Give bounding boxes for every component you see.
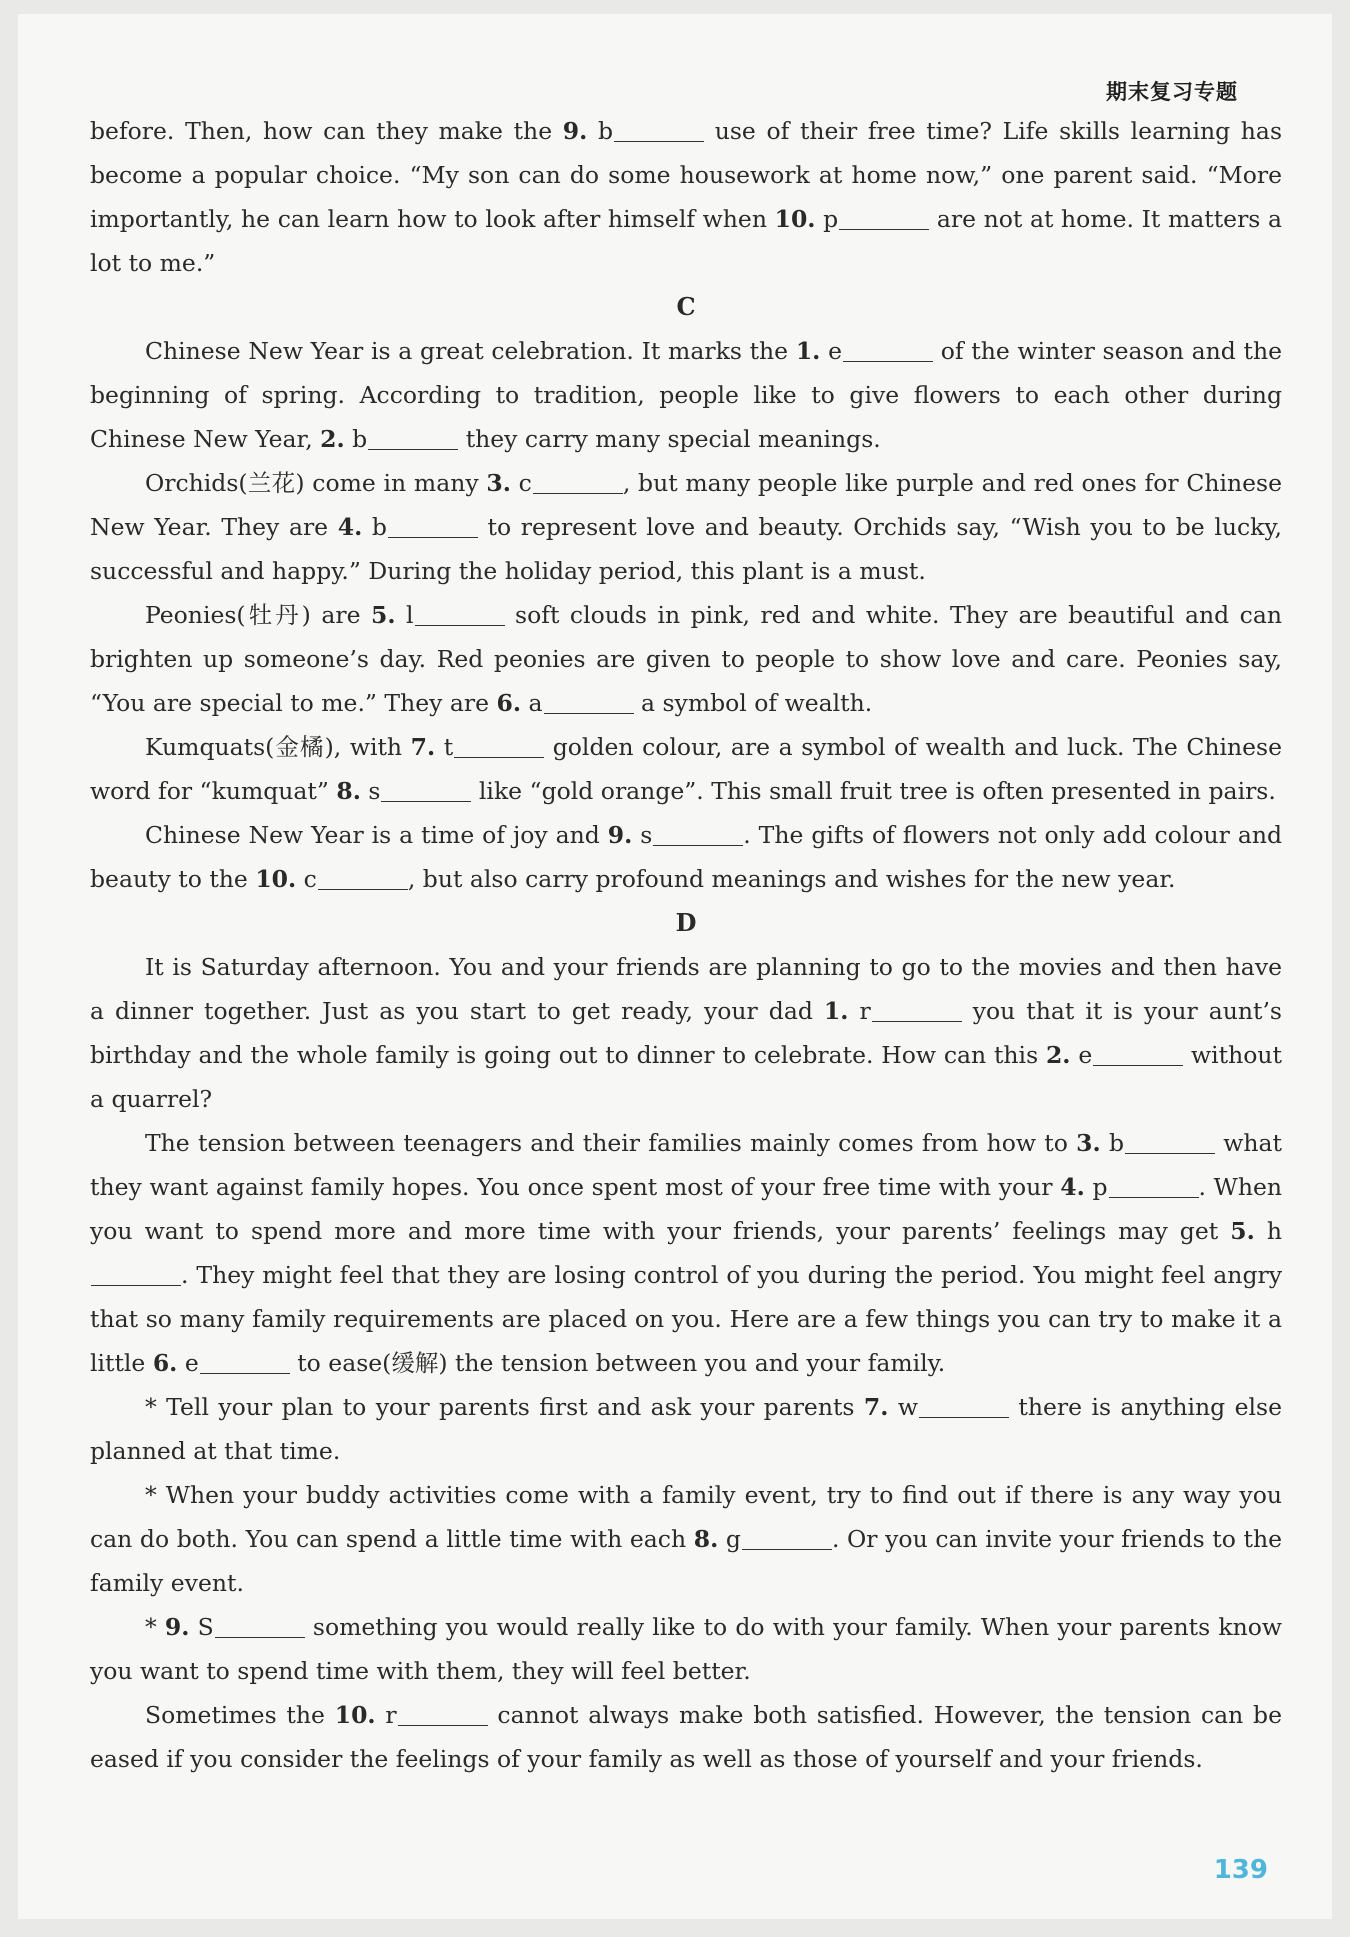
- text-run: are not at home. It matters a lot to me.”: [90, 205, 1283, 277]
- text-run: soft clouds in pink, red and white. They are beautiful and can brighten up someone’s day. Red peonies are given to people to show love and care. Peonies say, “You are special to me.” They are: [90, 601, 1282, 717]
- question-number: 7.: [410, 733, 436, 761]
- answer-blank[interactable]: [843, 339, 933, 362]
- text-run: b: [362, 513, 387, 541]
- answer-blank[interactable]: [398, 1703, 488, 1726]
- question-number: 8.: [336, 777, 361, 805]
- answer-blank[interactable]: [742, 1527, 832, 1550]
- text-run: r: [848, 997, 871, 1025]
- question-number: 3.: [1076, 1129, 1101, 1157]
- question-number: 5.: [1230, 1217, 1255, 1245]
- answer-blank[interactable]: [919, 1395, 1009, 1418]
- text-run: . When you want to spend more and more time with your friends, your parents’ feelings may get: [90, 1173, 1283, 1245]
- answer-blank[interactable]: [215, 1615, 305, 1638]
- text-run: a: [521, 689, 543, 717]
- question-number: 6.: [152, 1349, 178, 1377]
- text-run: they carry many special meanings.: [458, 425, 881, 453]
- paragraph-d5: [90, 1605, 1282, 1693]
- text-run: of the winter season and the beginning of spring. According to tradition, people like to give flowers to each other during Chinese New Year,: [90, 337, 1282, 453]
- text-run: * When your buddy activities come with a family event, try to find out if there is any way you can do both. You can spend a little time with each: [90, 1481, 1282, 1553]
- question-number: 1.: [795, 337, 821, 365]
- text-run: , but many people like purple and red ones for Chinese New Year. They are: [90, 469, 1282, 541]
- text-run: what they want against family hopes. You once spent most of your free time with your: [90, 1129, 1282, 1201]
- answer-blank[interactable]: [1093, 1043, 1183, 1066]
- answer-blank[interactable]: [318, 867, 408, 890]
- text-run: e: [1070, 1041, 1093, 1069]
- text-run: b: [1100, 1129, 1124, 1157]
- text-run: Kumquats(金橘), with: [145, 733, 411, 761]
- text-run: l: [395, 601, 414, 629]
- text-run: . They might feel that they are losing control of you during the period. You might feel angry that so many family requirements are placed on you. Here are a few things you can try to make it a little: [90, 1261, 1282, 1377]
- answer-blank[interactable]: [91, 1263, 181, 1286]
- text-run: s: [360, 777, 381, 805]
- text-run: The tension between teenagers and their families mainly comes from how to: [145, 1129, 1077, 1157]
- text-run: use of their free time? Life skills learning has become a popular choice. “My son can do some housework at home now,” one parent said. “More importantly, he can learn how to look after himself when: [90, 117, 1283, 233]
- text-run: *: [145, 1613, 165, 1641]
- text-run: p: [815, 205, 839, 233]
- text-run: before. Then, how can they make the: [90, 117, 563, 145]
- answer-blank[interactable]: [1109, 1175, 1199, 1198]
- text-run: to ease(缓解) the tension between you and your family.: [289, 1349, 946, 1377]
- text-run: Chinese New Year is a time of joy and: [145, 821, 608, 849]
- text-run: g: [718, 1525, 741, 1553]
- text-run: e: [177, 1349, 199, 1377]
- text-run: p: [1084, 1173, 1108, 1201]
- answer-blank[interactable]: [388, 515, 478, 538]
- question-number: 2.: [320, 425, 345, 453]
- text-run: b: [587, 117, 614, 145]
- text-run: c: [510, 469, 532, 497]
- text-run: , but also carry profound meanings and wishes for the new year.: [407, 865, 1176, 893]
- answer-blank[interactable]: [544, 691, 634, 714]
- text-run: * Tell your plan to your parents first and ask your parents: [145, 1393, 864, 1421]
- paragraph-c3: [90, 593, 1282, 725]
- question-number: 9.: [607, 821, 633, 849]
- paragraph-c1: [90, 329, 1282, 461]
- text-run: h: [1254, 1217, 1282, 1245]
- question-number: 1.: [823, 997, 849, 1025]
- paragraph-c2: [90, 461, 1282, 593]
- section-heading-c: C: [676, 292, 696, 321]
- answer-blank[interactable]: [839, 207, 929, 230]
- question-number: 9.: [164, 1613, 190, 1641]
- page-number: 139: [1213, 1855, 1268, 1885]
- text-run: cannot always make both satisfied. However, the tension can be eased if you consider the feelings of your family as well as those of yourself and your friends.: [90, 1701, 1282, 1773]
- answer-blank[interactable]: [415, 603, 505, 626]
- question-number: 9.: [562, 117, 588, 145]
- section-header: 期末复习专题: [1106, 80, 1238, 104]
- question-number: 2.: [1045, 1041, 1071, 1069]
- text-run: w: [888, 1393, 918, 1421]
- question-number: 4.: [1060, 1173, 1085, 1201]
- text-run: there is anything else planned at that time.: [90, 1393, 1282, 1465]
- paragraph-d1: [90, 945, 1282, 1121]
- paragraph-d6: [90, 1693, 1282, 1781]
- question-number: 7.: [863, 1393, 889, 1421]
- text-run: a symbol of wealth.: [633, 689, 873, 717]
- answer-blank[interactable]: [1125, 1131, 1215, 1154]
- paragraph-d2: [90, 1121, 1282, 1385]
- section-heading-d: D: [675, 908, 697, 937]
- paragraph-c4: [90, 725, 1282, 813]
- text-run: you that it is your aunt’s birthday and the whole family is going out to dinner to celebrate. How can this: [90, 997, 1282, 1069]
- question-number: 6.: [496, 689, 522, 717]
- answer-blank[interactable]: [653, 823, 743, 846]
- question-number: 3.: [486, 469, 511, 497]
- text-run: . Or you can invite your friends to the family event.: [90, 1525, 1282, 1597]
- paragraph-c5: [90, 813, 1282, 901]
- text-run: something you would really like to do with your family. When your parents know you want to spend time with them, they will feel better.: [90, 1613, 1282, 1685]
- answer-blank[interactable]: [368, 427, 458, 450]
- answer-blank[interactable]: [200, 1351, 290, 1374]
- question-number: 10.: [334, 1701, 376, 1729]
- question-number: 4.: [337, 513, 363, 541]
- paragraph-d4: [90, 1473, 1282, 1605]
- text-run: b: [344, 425, 368, 453]
- text-run: S: [189, 1613, 214, 1641]
- question-number: 10.: [774, 205, 816, 233]
- text-run: It is Saturday afternoon. You and your friends are planning to go to the movies and then have a dinner together. Just as you start to get ready, your dad: [90, 953, 1282, 1025]
- text-run: like “gold orange”. This small fruit tree is often presented in pairs.: [471, 777, 1276, 805]
- question-number: 5.: [371, 601, 396, 629]
- answer-blank[interactable]: [381, 779, 471, 802]
- text-run: . The gifts of flowers not only add colour and beauty to the: [90, 821, 1283, 893]
- answer-blank[interactable]: [614, 119, 704, 142]
- text-run: s: [632, 821, 653, 849]
- question-number: 10.: [255, 865, 297, 893]
- paragraph-d3: [90, 1385, 1282, 1473]
- text-run: Peonies(牡丹) are: [145, 601, 371, 629]
- answer-blank[interactable]: [872, 999, 962, 1022]
- text-run: golden colour, are a symbol of wealth and luck. The Chinese word for “kumquat”: [90, 733, 1282, 805]
- answer-blank[interactable]: [454, 735, 544, 758]
- text-run: e: [820, 337, 842, 365]
- text-run: to represent love and beauty. Orchids say, “Wish you to be lucky, successful and happy.” During the holiday period, this plant is a must.: [90, 513, 1283, 585]
- text-run: Chinese New Year is a great celebration. It marks the: [145, 337, 796, 365]
- text-run: c: [296, 865, 317, 893]
- text-run: r: [375, 1701, 397, 1729]
- textbook-page: [18, 14, 1332, 1919]
- passage-content: [90, 109, 1282, 1781]
- paragraph-p0: [90, 109, 1282, 285]
- text-run: t: [435, 733, 454, 761]
- question-number: 8.: [693, 1525, 719, 1553]
- text-run: without a quarrel?: [90, 1041, 1282, 1113]
- text-run: Sometimes the: [145, 1701, 335, 1729]
- answer-blank[interactable]: [533, 471, 623, 494]
- text-run: Orchids(兰花) come in many: [145, 469, 487, 497]
